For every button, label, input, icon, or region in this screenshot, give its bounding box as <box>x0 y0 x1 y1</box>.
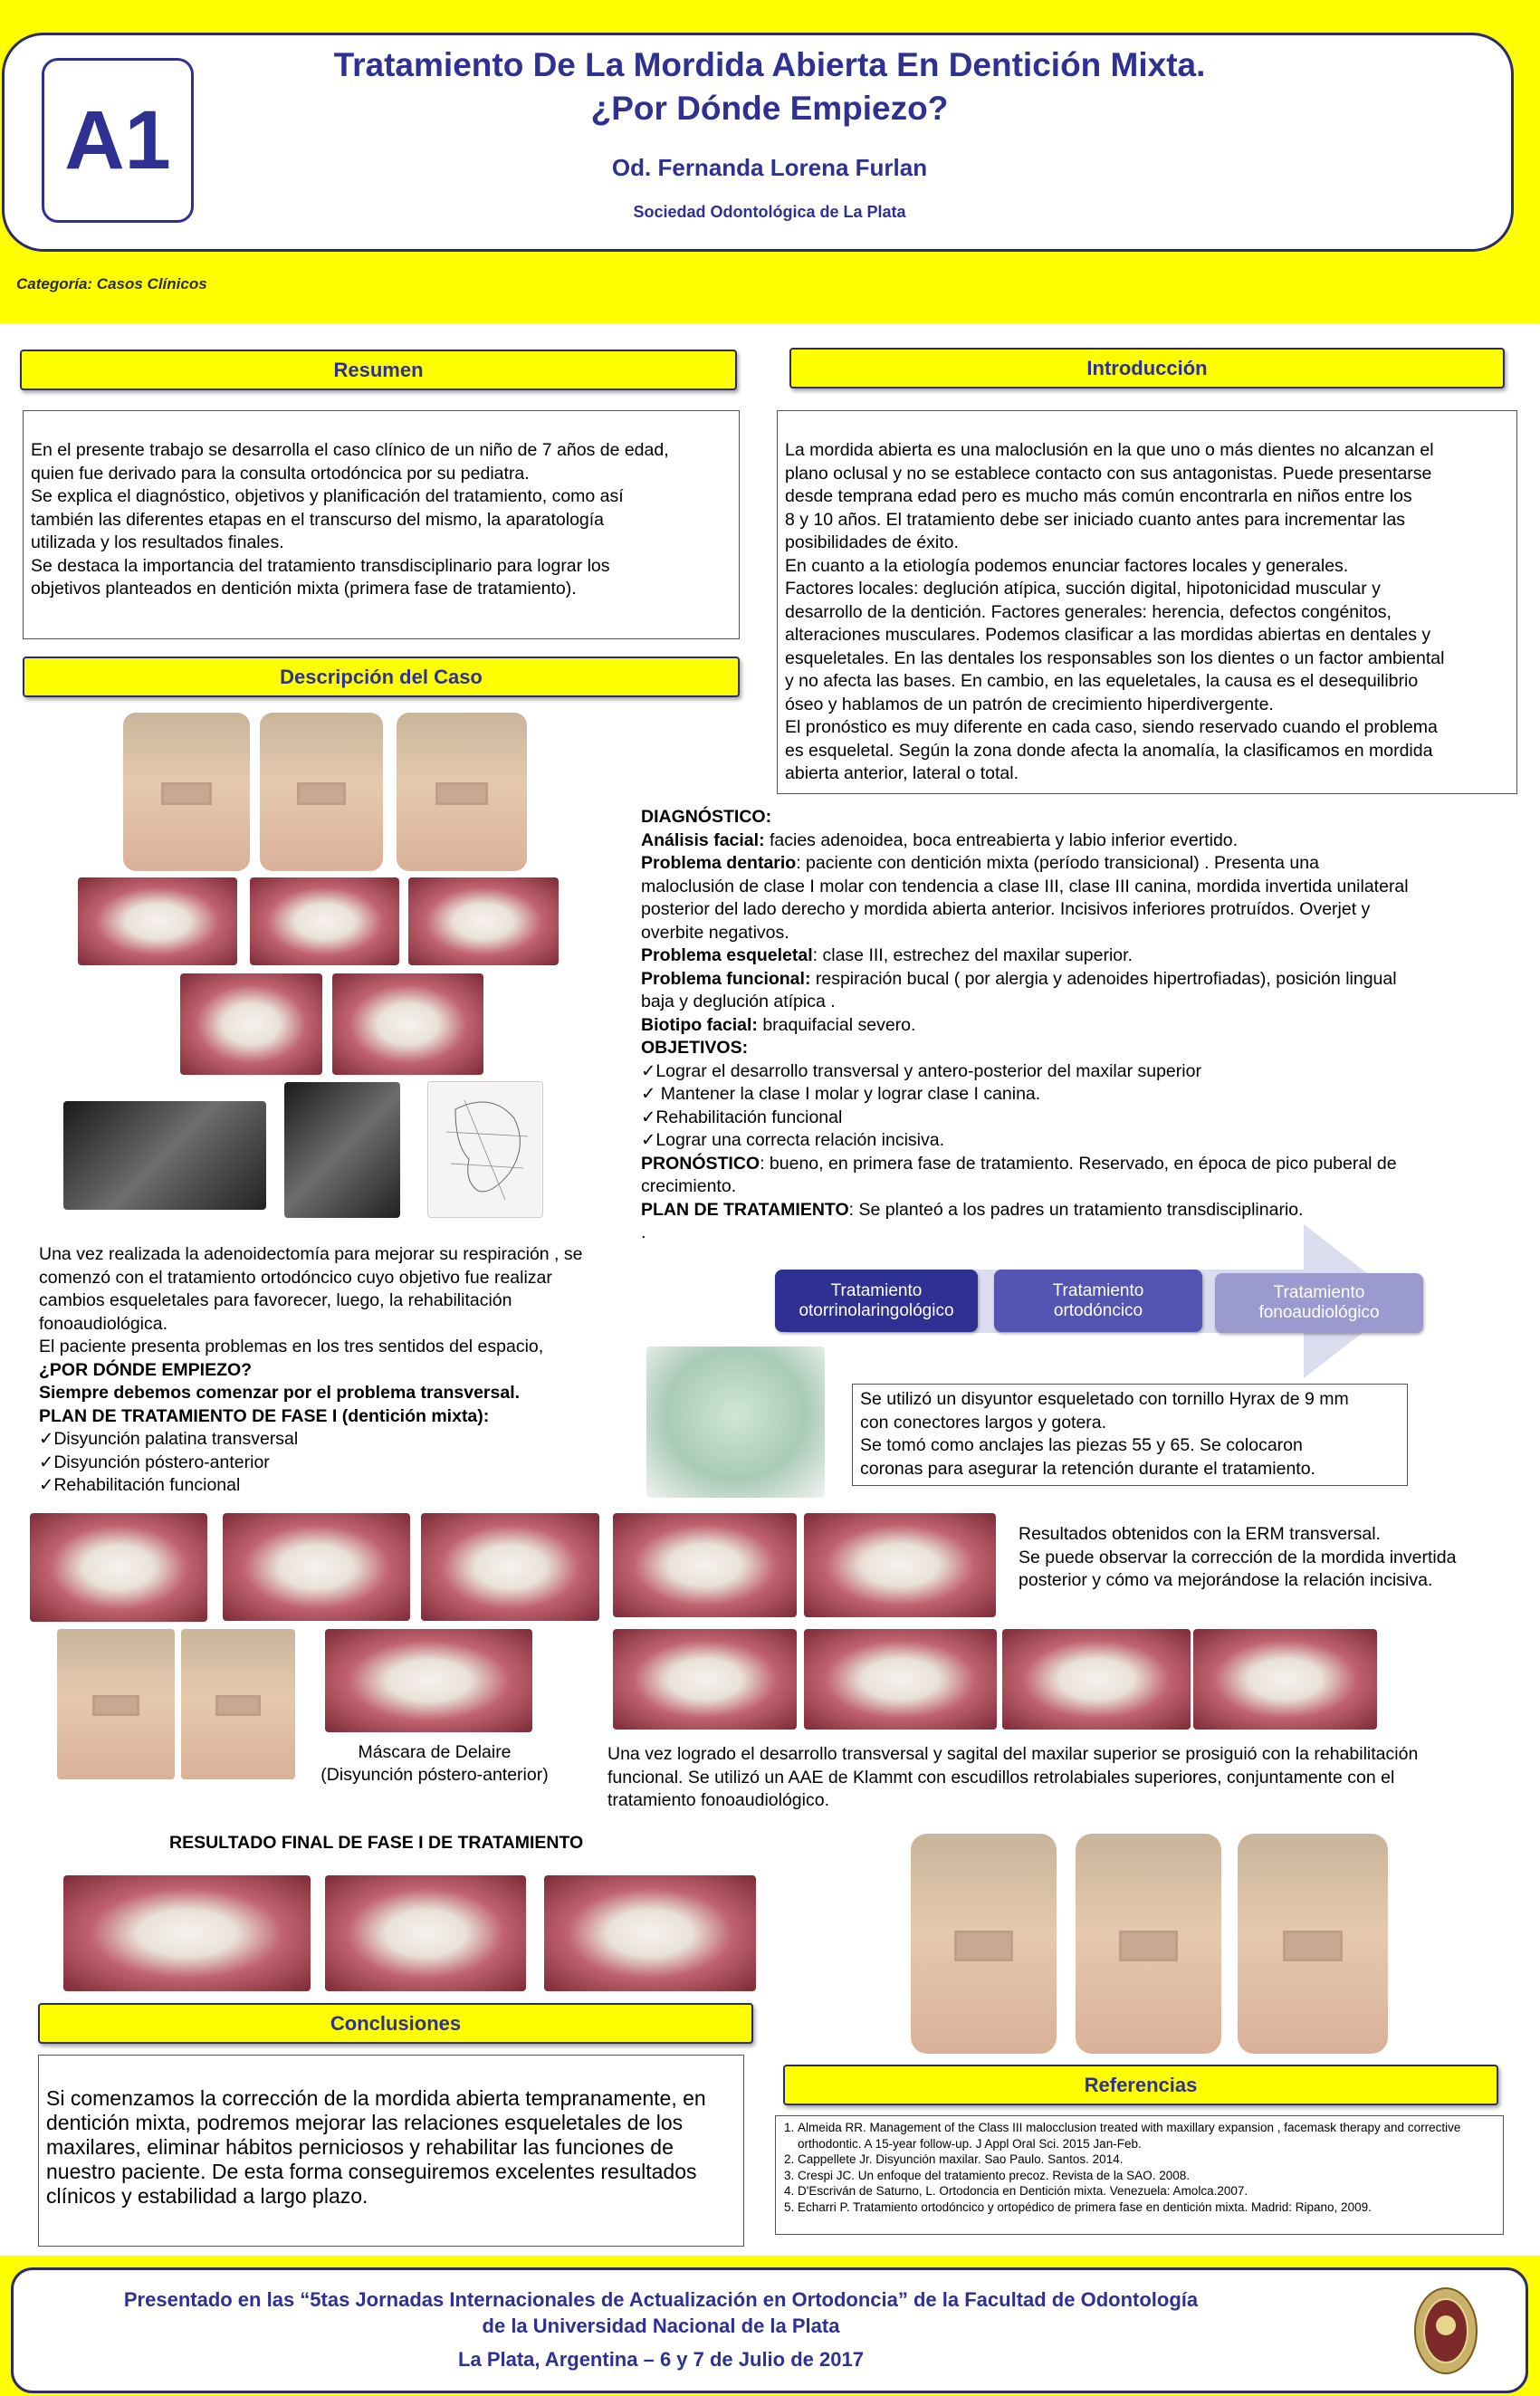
referencias-box <box>775 2115 1504 2235</box>
conclusion-line: dentición mixta, podremos mejorar las relaciones esqueletales de los <box>46 2111 684 2134</box>
intro-line: El pronóstico es muy diferente en cada caso, siendo reservado cuando el problema <box>785 717 1438 737</box>
flow-step-line: ortodóncico <box>1053 1300 1143 1320</box>
conclusiones-box <box>38 2055 744 2247</box>
treatment-frontal-photo <box>223 1513 410 1621</box>
intro-line: 8 y 10 años. El tratamiento debe ser iniciado cuanto antes para incrementar las <box>785 509 1406 530</box>
delaire-caption <box>299 1741 570 1787</box>
descripcion-heading: Descripción del Caso <box>23 657 740 697</box>
diagnostico-block <box>641 806 1510 1245</box>
adenoid-line: fonoaudiológica. <box>39 1313 168 1334</box>
reference-item: 5. Echarri P. Tratamiento ortodóncico y ortopédico de primera fase en dentición mixta. Madrid: Ripano, 2009. <box>798 2200 1497 2216</box>
intro-line: La mordida abierta es una maloclusión en la que uno o más dientes no alcanzan el <box>785 440 1434 460</box>
panoramic-xray <box>63 1101 266 1210</box>
klammt-photo-4 <box>1193 1629 1377 1730</box>
por-donde-empiezo: ¿POR DÓNDE EMPIEZO? <box>39 1359 253 1380</box>
reference-item: 2. Cappellete Jr. Disyunción maxilar. Sao Paulo. Santos. 2014. <box>798 2152 1497 2168</box>
flow-step-line: fonoaudiológico <box>1258 1303 1380 1322</box>
trailing-dot: . <box>641 1222 646 1242</box>
intro-line: desarrollo de la dentición. Factores generales: herencia, defectos congénitos, <box>785 601 1392 622</box>
conclusiones-heading: Conclusiones <box>38 2003 753 2044</box>
facial-label: Análisis facial: <box>641 829 765 850</box>
intro-line: posibilidades de éxito. <box>785 532 959 552</box>
delaire-intraoral-photo <box>325 1629 532 1732</box>
resumen-line: Se explica el diagnóstico, objetivos y planificación del tratamiento, como así <box>31 486 624 506</box>
hyrax-line: con conectores largos y gotera. <box>860 1412 1107 1433</box>
plan-text: : Se planteó a los padres un tratamiento transdisciplinario. <box>848 1199 1304 1220</box>
intro-line: y no afecta las bases. En cambio, en las equeletales, la causa es el desequilibrio <box>785 671 1419 691</box>
klammt-text <box>607 1743 1531 1813</box>
final-right-photo <box>63 1875 311 1991</box>
esqueletal-text: : clase III, estrechez del maxilar superior. <box>812 945 1133 965</box>
skeletal-problem <box>641 944 1510 968</box>
resumen-line: utilizada y los resultados finales. <box>31 532 284 552</box>
treatment-plan <box>641 1199 1510 1222</box>
flow-step-line: Tratamiento <box>1273 1283 1365 1302</box>
klammt-photo-2 <box>804 1629 997 1730</box>
reference-item: 1. Almeida RR. Management of the Class III malocclusion treated with maxillary expansion , facemask therapy and corrective orthodontic. A 15-year follow-up. J Appl Oral Sci. 2015 Jan-Feb. <box>798 2120 1497 2152</box>
flow-step-fonoaudiologico <box>1215 1273 1423 1333</box>
flow-step-line: Tratamiento <box>1052 1280 1144 1300</box>
facial-text: facies adenoidea, boca entreabierta y labio inferior evertido. <box>764 829 1239 850</box>
intraoral-frontal-photo <box>250 877 399 965</box>
final-smile-face-photo <box>1238 1834 1388 2054</box>
dental-problem-line: overbite negativos. <box>641 922 789 943</box>
pronostico-text: : bueno, en primera fase de tratamiento. Reservado, en época de pico puberal de <box>760 1153 1397 1174</box>
poster-title-line1: Tratamiento De La Mordida Abierta En Dentición Mixta. <box>333 46 1206 83</box>
flow-step-line: Tratamiento <box>830 1280 923 1300</box>
introduccion-heading: Introducción <box>789 348 1505 388</box>
hyrax-occlusal-photo <box>30 1513 207 1622</box>
dental-problem <box>641 852 1510 876</box>
plan-label: PLAN DE TRATAMIENTO <box>641 1199 849 1220</box>
erm-line: Resultados obtenidos con la ERM transversal. <box>1019 1524 1381 1544</box>
biotipo-label: Biotipo facial: <box>641 1014 758 1035</box>
erm-line: Se puede observar la corrección de la mordida invertida <box>1019 1547 1457 1567</box>
conclusion-line: maxilares, eliminar hábitos perniciosos y rehabilitar las funciones de <box>46 2135 674 2159</box>
poster-title-line2: ¿Por Dónde Empiezo? <box>590 90 949 127</box>
objetivo-item: ✓Lograr una correcta relación incisiva. <box>641 1130 944 1150</box>
intraoral-right-photo <box>78 877 237 965</box>
intro-line: óseo y hablamos de un patrón de crecimiento hiperdivergente. <box>785 694 1274 714</box>
flow-step-ortodoncico <box>994 1270 1202 1332</box>
fase-i-item: ✓Disyunción póstero-anterior <box>39 1452 270 1472</box>
klammt-line: tratamiento fonoaudiológico. <box>607 1790 829 1810</box>
institution-name: Sociedad Odontológica de La Plata <box>633 203 906 221</box>
adenoid-line: comenzó con el tratamiento ortodóncico cuyo objetivo fue realizar <box>39 1267 552 1288</box>
intro-line: En cuanto a la etiología podemos enunciar factores locales y generales. <box>785 555 1349 576</box>
erm-results-text <box>1019 1523 1535 1593</box>
klammt-photo-3 <box>1002 1629 1191 1730</box>
objetivo-item: ✓Rehabilitación funcional <box>641 1107 843 1127</box>
fase-i-item: ✓Disyunción palatina transversal <box>39 1429 299 1449</box>
resumen-line: objetivos planteados en dentición mixta (primera fase de tratamiento). <box>31 579 577 599</box>
fase-i-item: ✓Rehabilitación funcional <box>39 1475 241 1495</box>
transversal-statement: Siempre debemos comenzar por el problema transversal. <box>39 1383 521 1403</box>
erm-line: posterior y cómo va mejorándose la relación incisiva. <box>1019 1570 1433 1590</box>
functional-problem <box>641 968 1510 992</box>
funcional-text: respiración bucal ( por alergia y adenoides hipertrofiadas), posición lingual <box>810 968 1397 989</box>
dental-problem-line: posterior del lado derecho y mordida abierta anterior. Incisivos inferiores protruídos. Overjet y <box>641 899 1371 919</box>
occlusal-lower-photo <box>332 973 483 1075</box>
facial-analysis <box>641 829 1510 853</box>
poster-code-logo: A1 <box>42 58 194 223</box>
resumen-line: también las diferentes etapas en el transcurso del mismo, la aparatología <box>31 509 605 530</box>
objetivo-item: ✓Lograr el desarrollo transversal y antero-posterior del maxilar superior <box>641 1060 1201 1081</box>
university-seal-icon <box>1413 2285 1478 2377</box>
final-profile-face-photo <box>1076 1834 1221 2054</box>
funcional-label: Problema funcional: <box>641 968 811 989</box>
intro-line: es esqueletal. Según la zona donde afecta la anomalía, la clasificamos en mordida <box>785 740 1433 761</box>
resumen-heading: Resumen <box>20 350 737 390</box>
dental-problem-line: maloclusión de clase I molar con tendencia a clase III, clase III canina, mordida invertida unilateral <box>641 876 1409 896</box>
klammt-line: Una vez logrado el desarrollo transversal y sagital del maxilar superior se prosiguió con la rehabilitación <box>607 1744 1419 1764</box>
patient-frontal-photo <box>123 713 250 871</box>
patient-profile-photo <box>260 713 383 871</box>
footer-line2: de la Universidad Nacional de la Plata <box>482 2315 840 2337</box>
category-label: Categoría: Casos Clínicos <box>16 275 207 292</box>
footer-line1: Presentado en las “5tas Jornadas Internacionales de Actualización en Ortodoncia” de la Facultad de Odontología <box>123 2288 1199 2311</box>
treatment-lateral-photo <box>421 1513 599 1621</box>
resumen-box <box>23 410 740 639</box>
adenoid-line: El paciente presenta problemas en los tres sentidos del espacio, <box>39 1337 544 1356</box>
hyrax-line: Se utilizó un disyuntor esqueletado con tornillo Hyrax de 9 mm <box>860 1389 1349 1409</box>
intro-line: plano oclusal y no se establece contacto con sus antagonistas. Puede presentarse <box>785 463 1432 484</box>
esqueletal-label: Problema esqueletal <box>641 945 813 965</box>
conclusion-line: nuestro paciente. De esta forma conseguiremos excelentes resultados <box>46 2160 697 2183</box>
resumen-line: En el presente trabajo se desarrolla el caso clínico de un niño de 7 años de edad, <box>31 440 669 460</box>
dentario-label: Problema dentario <box>641 853 797 873</box>
objetivo-item: ✓ Mantener la clase I molar y lograr clase I canina. <box>641 1084 1041 1104</box>
footer-line3: La Plata, Argentina – 6 y 7 de Julio de 2017 <box>458 2348 864 2371</box>
patient-smile-photo <box>397 713 527 871</box>
delaire-mask-frontal-photo <box>57 1629 175 1779</box>
referencias-heading: Referencias <box>783 2065 1498 2105</box>
conclusion-line: Si comenzamos la corrección de la mordida abierta tempranamente, en <box>46 2086 706 2110</box>
klammt-line: funcional. Se utilizó un AAE de Klammt con escudillos retrolabiales superiores, conjuntamente con el <box>607 1767 1395 1787</box>
reference-item: 3. Crespi JC. Un enfoque del tratamiento precoz. Revista de la SAO. 2008. <box>798 2168 1497 2184</box>
cephalometric-tracing <box>427 1081 543 1218</box>
hyrax-line: Se tomó como anclajes las piezas 55 y 65. Se colocaron <box>860 1435 1303 1455</box>
occlusal-upper-photo <box>180 973 322 1075</box>
reference-list <box>780 2120 1497 2215</box>
flow-step-otorrino <box>775 1270 978 1332</box>
final-frontal-photo <box>325 1875 526 1991</box>
delaire-caption-line: (Disyunción póstero-anterior) <box>320 1765 549 1785</box>
fase-i-plan-heading: PLAN DE TRATAMIENTO DE FASE I (dentición mixta): <box>39 1405 490 1426</box>
pronostico-label: PRONÓSTICO <box>641 1153 760 1174</box>
resumen-line: quien fue derivado para la consulta ortodóncica por su pediatra. <box>31 463 530 484</box>
resultado-final-heading: RESULTADO FINAL DE FASE I DE TRATAMIENTO <box>169 1833 584 1853</box>
delaire-mask-profile-photo <box>181 1629 295 1779</box>
flow-step-line: otorrinolaringológico <box>799 1300 954 1320</box>
delaire-caption-line: Máscara de Delaire <box>358 1742 512 1762</box>
intraoral-left-photo <box>408 877 559 965</box>
intro-line: esqueletales. En las dentales los responsables son los dientes o un factor ambiental <box>785 647 1445 668</box>
cephalometric-xray <box>284 1082 400 1218</box>
conclusion-line: clínicos y estabilidad a largo plazo. <box>46 2184 368 2208</box>
adenoid-block <box>39 1243 646 1498</box>
author-name: Od. Fernanda Lorena Furlan <box>611 154 928 181</box>
klammt-photo-1 <box>613 1629 797 1730</box>
resumen-line: Se destaca la importancia del tratamiento transdisciplinario para lograr los <box>31 555 610 576</box>
objetivos-heading: OBJETIVOS: <box>641 1038 749 1058</box>
reference-item: 4. D'Escriván de Saturno, L. Ortodoncia en Dentición mixta. Venezuela: Amolca.2007. <box>798 2183 1497 2200</box>
dentario-text: : paciente con dentición mixta (período transicional) . Presenta una <box>796 853 1319 873</box>
intro-line: abierta anterior, lateral o total. <box>785 763 1019 783</box>
erm-result-photo-2 <box>804 1513 996 1617</box>
intro-line: alteraciones musculares. Podemos clasificar a las mordidas abiertas en dentales y <box>785 625 1431 645</box>
hyrax-box <box>852 1384 1408 1486</box>
tracing-drawing <box>428 1082 543 1218</box>
hyrax-line: coronas para asegurar la retención durante el tratamiento. <box>860 1458 1315 1479</box>
biotipo-text: braquifacial severo. <box>757 1014 916 1035</box>
intro-line: Factores locales: deglución atípica, succión digital, hipotonicidad muscular y <box>785 579 1381 599</box>
intro-line: desde temprana edad pero es mucho más común encontrarla en niños entre los <box>785 486 1412 506</box>
prognosis <box>641 1153 1510 1176</box>
introduccion-box <box>777 410 1517 794</box>
diagnostico-heading: DIAGNÓSTICO: <box>641 807 772 827</box>
prognosis-line: crecimiento. <box>641 1176 737 1196</box>
adenoid-line: Una vez realizada la adenoidectomía para mejorar su respiración , se <box>39 1244 583 1264</box>
final-frontal-face-photo <box>911 1834 1057 2054</box>
erm-result-photo-1 <box>613 1513 797 1617</box>
final-left-photo <box>544 1875 756 1991</box>
hyrax-appliance-photo <box>646 1347 825 1498</box>
adenoid-line: cambios esqueletales para favorecer, luego, la rehabilitación <box>39 1290 512 1310</box>
functional-problem-line: baja y deglución atípica . <box>641 992 836 1011</box>
facial-biotype <box>641 1014 1510 1038</box>
